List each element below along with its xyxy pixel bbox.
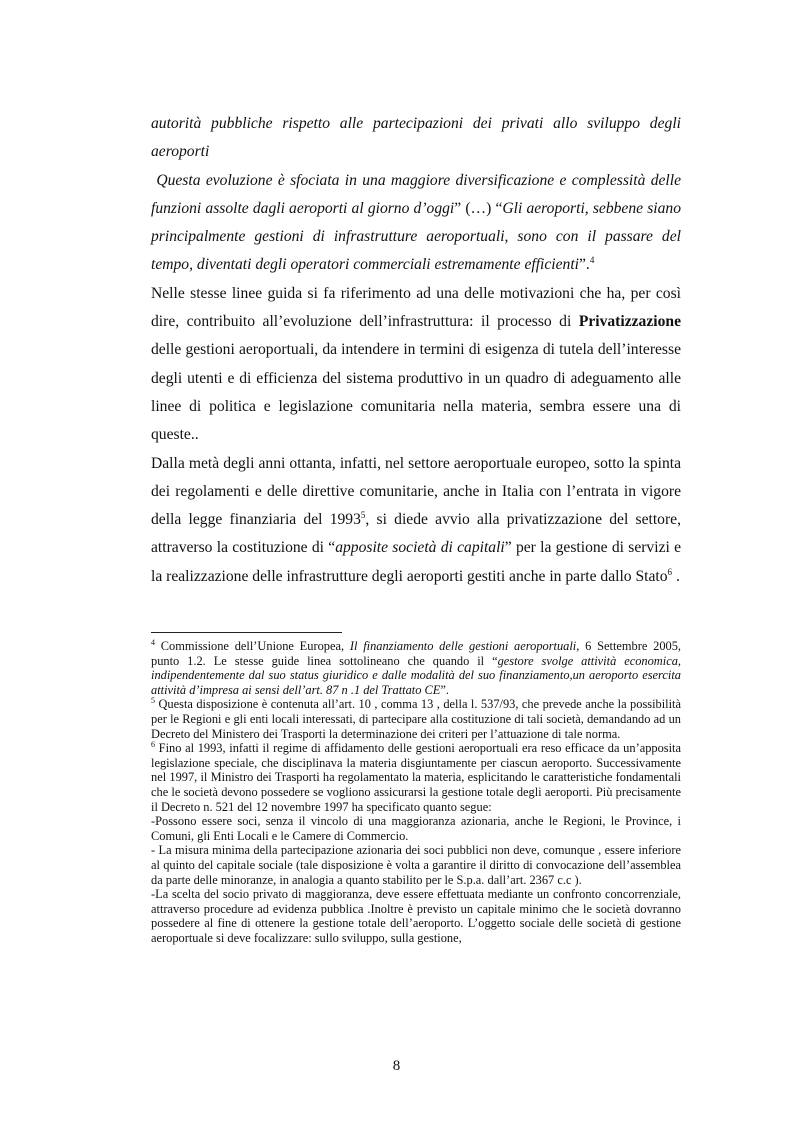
paragraph-1 xyxy=(151,110,681,167)
footnote-4-title: Il finanziamento delle gestioni aeroportuali xyxy=(349,639,577,653)
footnote-5-text: Questa disposizione è contenuta all’art. 10 , comma 13 , della l. 537/93, che prevede anche la possibilità per le Regioni e gli enti locali interessati, di partecipare alla costituzione di tali società, demandando ad un Decreto del Ministero dei Trasporti la determinazione dei criteri per l’attuazione di tale norma. xyxy=(151,697,681,741)
paragraph-2-italic-a: Questa evoluzione è sfociata in una maggiore diversificazione e complessità delle funzioni assolte dagli aeroporti al giorno d’oggi xyxy=(151,171,681,217)
footnote-6-item-1: -Possono essere soci, senza il vincolo di una maggioranza azionaria, anche le Regioni, le Province, i Comuni, gli Enti Locali e le Camere di Commercio. xyxy=(151,814,681,843)
footnote-6 xyxy=(151,741,681,814)
paragraph-3-text-a: Nelle stesse linee guida si fa riferimento ad una delle motivazioni che ha, per così dire, contribuito all’evoluzione dell’infrastruttura: il processo di xyxy=(151,284,681,331)
paragraph-4-text-b: , si diede avvio alla privatizzazione del settore, attraverso la costituzione di “ xyxy=(151,511,681,557)
main-text xyxy=(151,110,681,591)
footnotes xyxy=(151,639,681,945)
paragraph-4-italic: apposite società di capitali xyxy=(335,539,505,557)
footnote-4 xyxy=(151,639,681,697)
paragraph-1-text: autorità pubbliche rispetto alle partecipazioni dei privati allo sviluppo degli aeroporti xyxy=(151,115,681,161)
footnote-6-item-3: -La scelta del socio privato di maggioranza, deve essere effettuata mediante un confronto concorrenziale, attraverso procedure ad evidenza pubblica .Inoltre è previsto un capitale minimo che le società dovranno possedere al fine di ottenere la gestione totale dell’aeroporto. L’oggetto sociale delle società di gestione aeroportuale si deve focalizzare: sullo sviluppo, sulla gestione, xyxy=(151,887,681,945)
paragraph-3-text-b: delle gestioni aeroportuali, da intendere in termini di esigenza di tutela dell’interesse degli utenti e di efficienza del sistema produttivo in un quadro di adeguamento alle linee di politica e legislazione comunitaria nella materia, sembra essere una di queste.. xyxy=(151,341,681,444)
footnote-6-item-2: - La misura minima della partecipazione azionaria dei soci pubblici non deve, comunque , essere inferiore al quinto del capitale sociale (tale disposizione è volta a garantire il diritto di convocazione dell’assemblea da parte delle minoranze, in analogia a quanto stabilito per le S.p.a. dall’art. 2367 c.c ). xyxy=(151,843,681,887)
footnote-6-number: 6 xyxy=(151,740,155,750)
paragraph-4-text-c: ” per la gestione di servizi e la realizzazione delle infrastrutture degli aeroporti gestiti anche in parte dallo Stato xyxy=(151,539,682,585)
paragraph-2-italic-b: Gli aeroporti, sebbene siano principalmente gestioni di infrastrutture aeroportuali, sono con il passare del tempo, diventati degli operatori commerciali estremamente efficienti xyxy=(151,199,681,274)
footnote-ref-4[interactable]: 4 xyxy=(589,255,595,266)
paragraph-4-text-d: . xyxy=(672,567,680,585)
footnote-4-quote: gestore svolge attività economica, indipendentemente dal suo status giuridico e dalle modalità del suo finanziamento,un aeroporto esercita attività d’impresa ai sensi dell’art. 87 n .1 del Trattato CE xyxy=(151,653,681,697)
footnote-5-number: 5 xyxy=(151,696,155,706)
footnote-4-number: 4 xyxy=(151,637,155,647)
paragraph-2 xyxy=(151,167,681,280)
footnote-5 xyxy=(151,697,681,741)
paragraph-3-bold: Privatizzazione xyxy=(578,313,681,331)
footnote-separator xyxy=(151,632,342,633)
paragraph-2-normal-a: ” (…) “ xyxy=(454,199,503,217)
footnote-4-text-a: Commissione dell’Unione Europea, xyxy=(155,639,350,653)
paragraph-4-text-a: Dalla metà degli anni ottanta, infatti, nel settore aeroportuale europeo, sotto la spinta dei regolamenti e delle direttive comunitarie, anche in Italia con l’entrata in vigore della legge finanziaria del 1993 xyxy=(151,454,681,529)
paragraph-3 xyxy=(151,280,681,450)
footnote-4-text-c: ”. xyxy=(440,682,449,697)
page-number: 8 xyxy=(392,1058,401,1074)
footnote-6-text: Fino al 1993, infatti il regime di affidamento delle gestioni aeroportuali era reso efficace da un’apposita legislazione speciale, che disciplinava la materia disgiuntamente per ciascun aeroporto. Successivamente nel 1997, il Ministro dei Trasporti ha regolamentato la materia, esplicitando le caratteristiche fondamentali che le società devono possedere se vogliono assicurarsi la gestione totale degli aeroporti. Più precisamente il Decreto n. 521 del 12 novembre 1997 ha specificato quanto segue: xyxy=(151,741,681,814)
paragraph-4 xyxy=(151,450,681,591)
footnote-ref-6[interactable]: 6 xyxy=(667,566,673,577)
paragraph-2-normal-b: ”. xyxy=(579,256,590,274)
footnote-ref-5[interactable]: 5 xyxy=(360,509,366,520)
footnote-4-text-b: , 6 Settembre 2005, punto 1.2. Le stesse guide linea sottolineano che quando il “ xyxy=(151,639,681,668)
